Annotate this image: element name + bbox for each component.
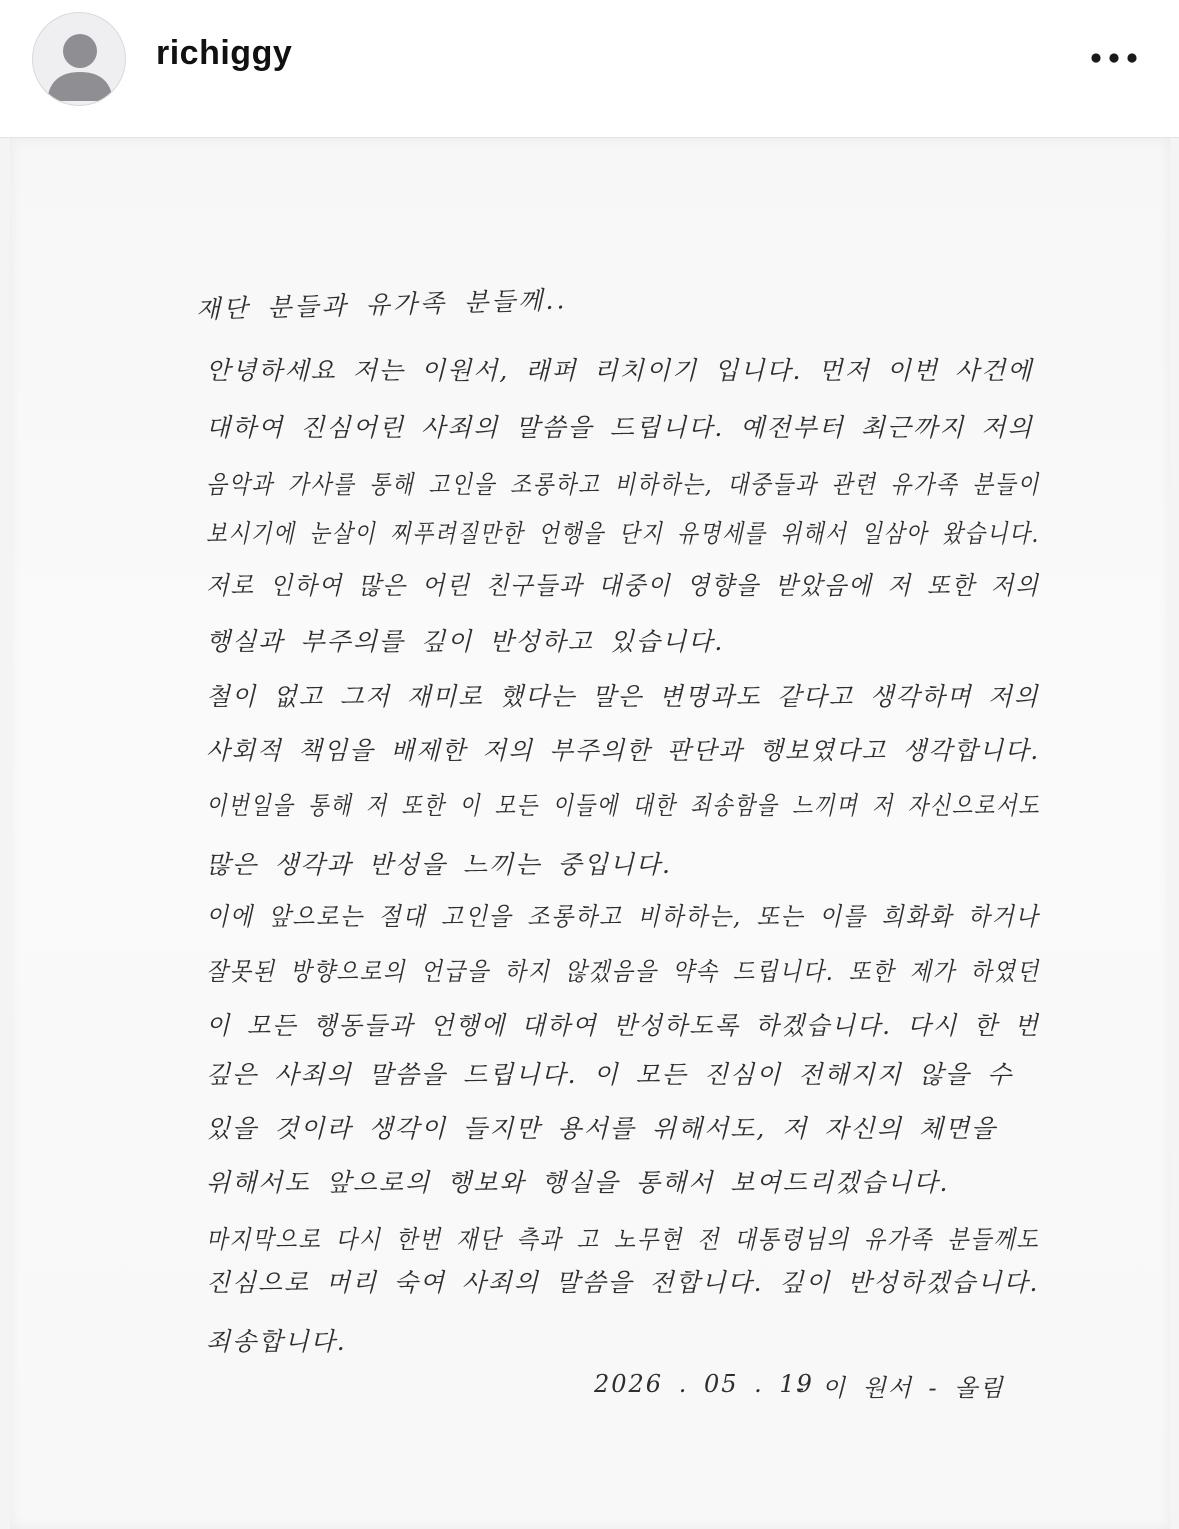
letter-line: 많은 생각과 반성을 느끼는 중입니다. — [206, 850, 672, 879]
letter-line: 저로 인하여 많은 어린 친구들과 대중이 영향을 받았음에 저 또한 저의 — [206, 571, 1040, 600]
username[interactable]: richiggy — [156, 34, 293, 72]
letter-line: 보시기에 눈살이 찌푸려질만한 언행을 단지 유명세를 위해서 일삼아 왔습니다. — [206, 519, 1041, 548]
letter-line: 이에 앞으로는 절대 고인을 조롱하고 비하하는, 또는 이를 희화화 하거나 — [206, 902, 1040, 931]
letter-line: 잘못된 방향으로의 언급을 하지 않겠음을 약속 드립니다. 또한 제가 하였던 — [206, 957, 1040, 986]
default-avatar-icon[interactable] — [32, 12, 126, 106]
letter-line: 이 모든 행동들과 언행에 대하여 반성하도록 하겠습니다. 다시 한 번 — [206, 1011, 1040, 1040]
letter-line: 안녕하세요 저는 이원서, 래퍼 리치이기 입니다. 먼저 이번 사건에 — [206, 356, 1034, 385]
letter-date: 2026 . 05 . 19 — [594, 1370, 814, 1398]
letter-line: 대하여 진심어린 사죄의 말씀을 드립니다. 예전부터 최근까지 저의 — [206, 413, 1034, 442]
more-options-icon[interactable] — [1082, 40, 1146, 76]
letter-signature: - 이 원서 - 올림 — [796, 1374, 1005, 1402]
letter-line: 죄송합니다. — [206, 1327, 347, 1356]
letter-line: 위해서도 앞으로의 행보와 행실을 통해서 보여드리겠습니다. — [206, 1168, 950, 1197]
post-image[interactable] — [0, 138, 1179, 1529]
letter-line: 진심으로 머리 숙여 사죄의 말씀을 전합니다. 깊이 반성하겠습니다. — [206, 1268, 1040, 1297]
letter-salutation: 재단 분들과 유가족 분들께.. — [195, 285, 568, 324]
letter-line: 사회적 책임을 배제한 저의 부주의한 판단과 행보였다고 생각합니다. — [206, 736, 1041, 765]
post-header — [0, 0, 1179, 138]
letter-line: 철이 없고 그저 재미로 했다는 말은 변명과도 같다고 생각하며 저의 — [206, 682, 1040, 711]
letter-line: 음악과 가사를 통해 고인을 조롱하고 비하하는, 대중들과 관련 유가족 분들이 — [206, 470, 1040, 499]
handwritten-letter — [10, 138, 1170, 1529]
letter-line: 있을 것이라 생각이 들지만 용서를 위해서도, 저 자신의 체면을 — [206, 1114, 998, 1143]
letter-line: 행실과 부주의를 깊이 반성하고 있습니다. — [206, 627, 725, 656]
letter-line: 마지막으로 다시 한번 재단 측과 고 노무현 전 대통령님의 유가족 분들께도 — [206, 1225, 1040, 1254]
letter-line: 깊은 사죄의 말씀을 드립니다. 이 모든 진심이 전해지지 않을 수 — [206, 1060, 1014, 1089]
letter-line: 이번일을 통해 저 또한 이 모든 이들에 대한 죄송함을 느끼며 저 자신으로서도 — [206, 791, 1041, 820]
